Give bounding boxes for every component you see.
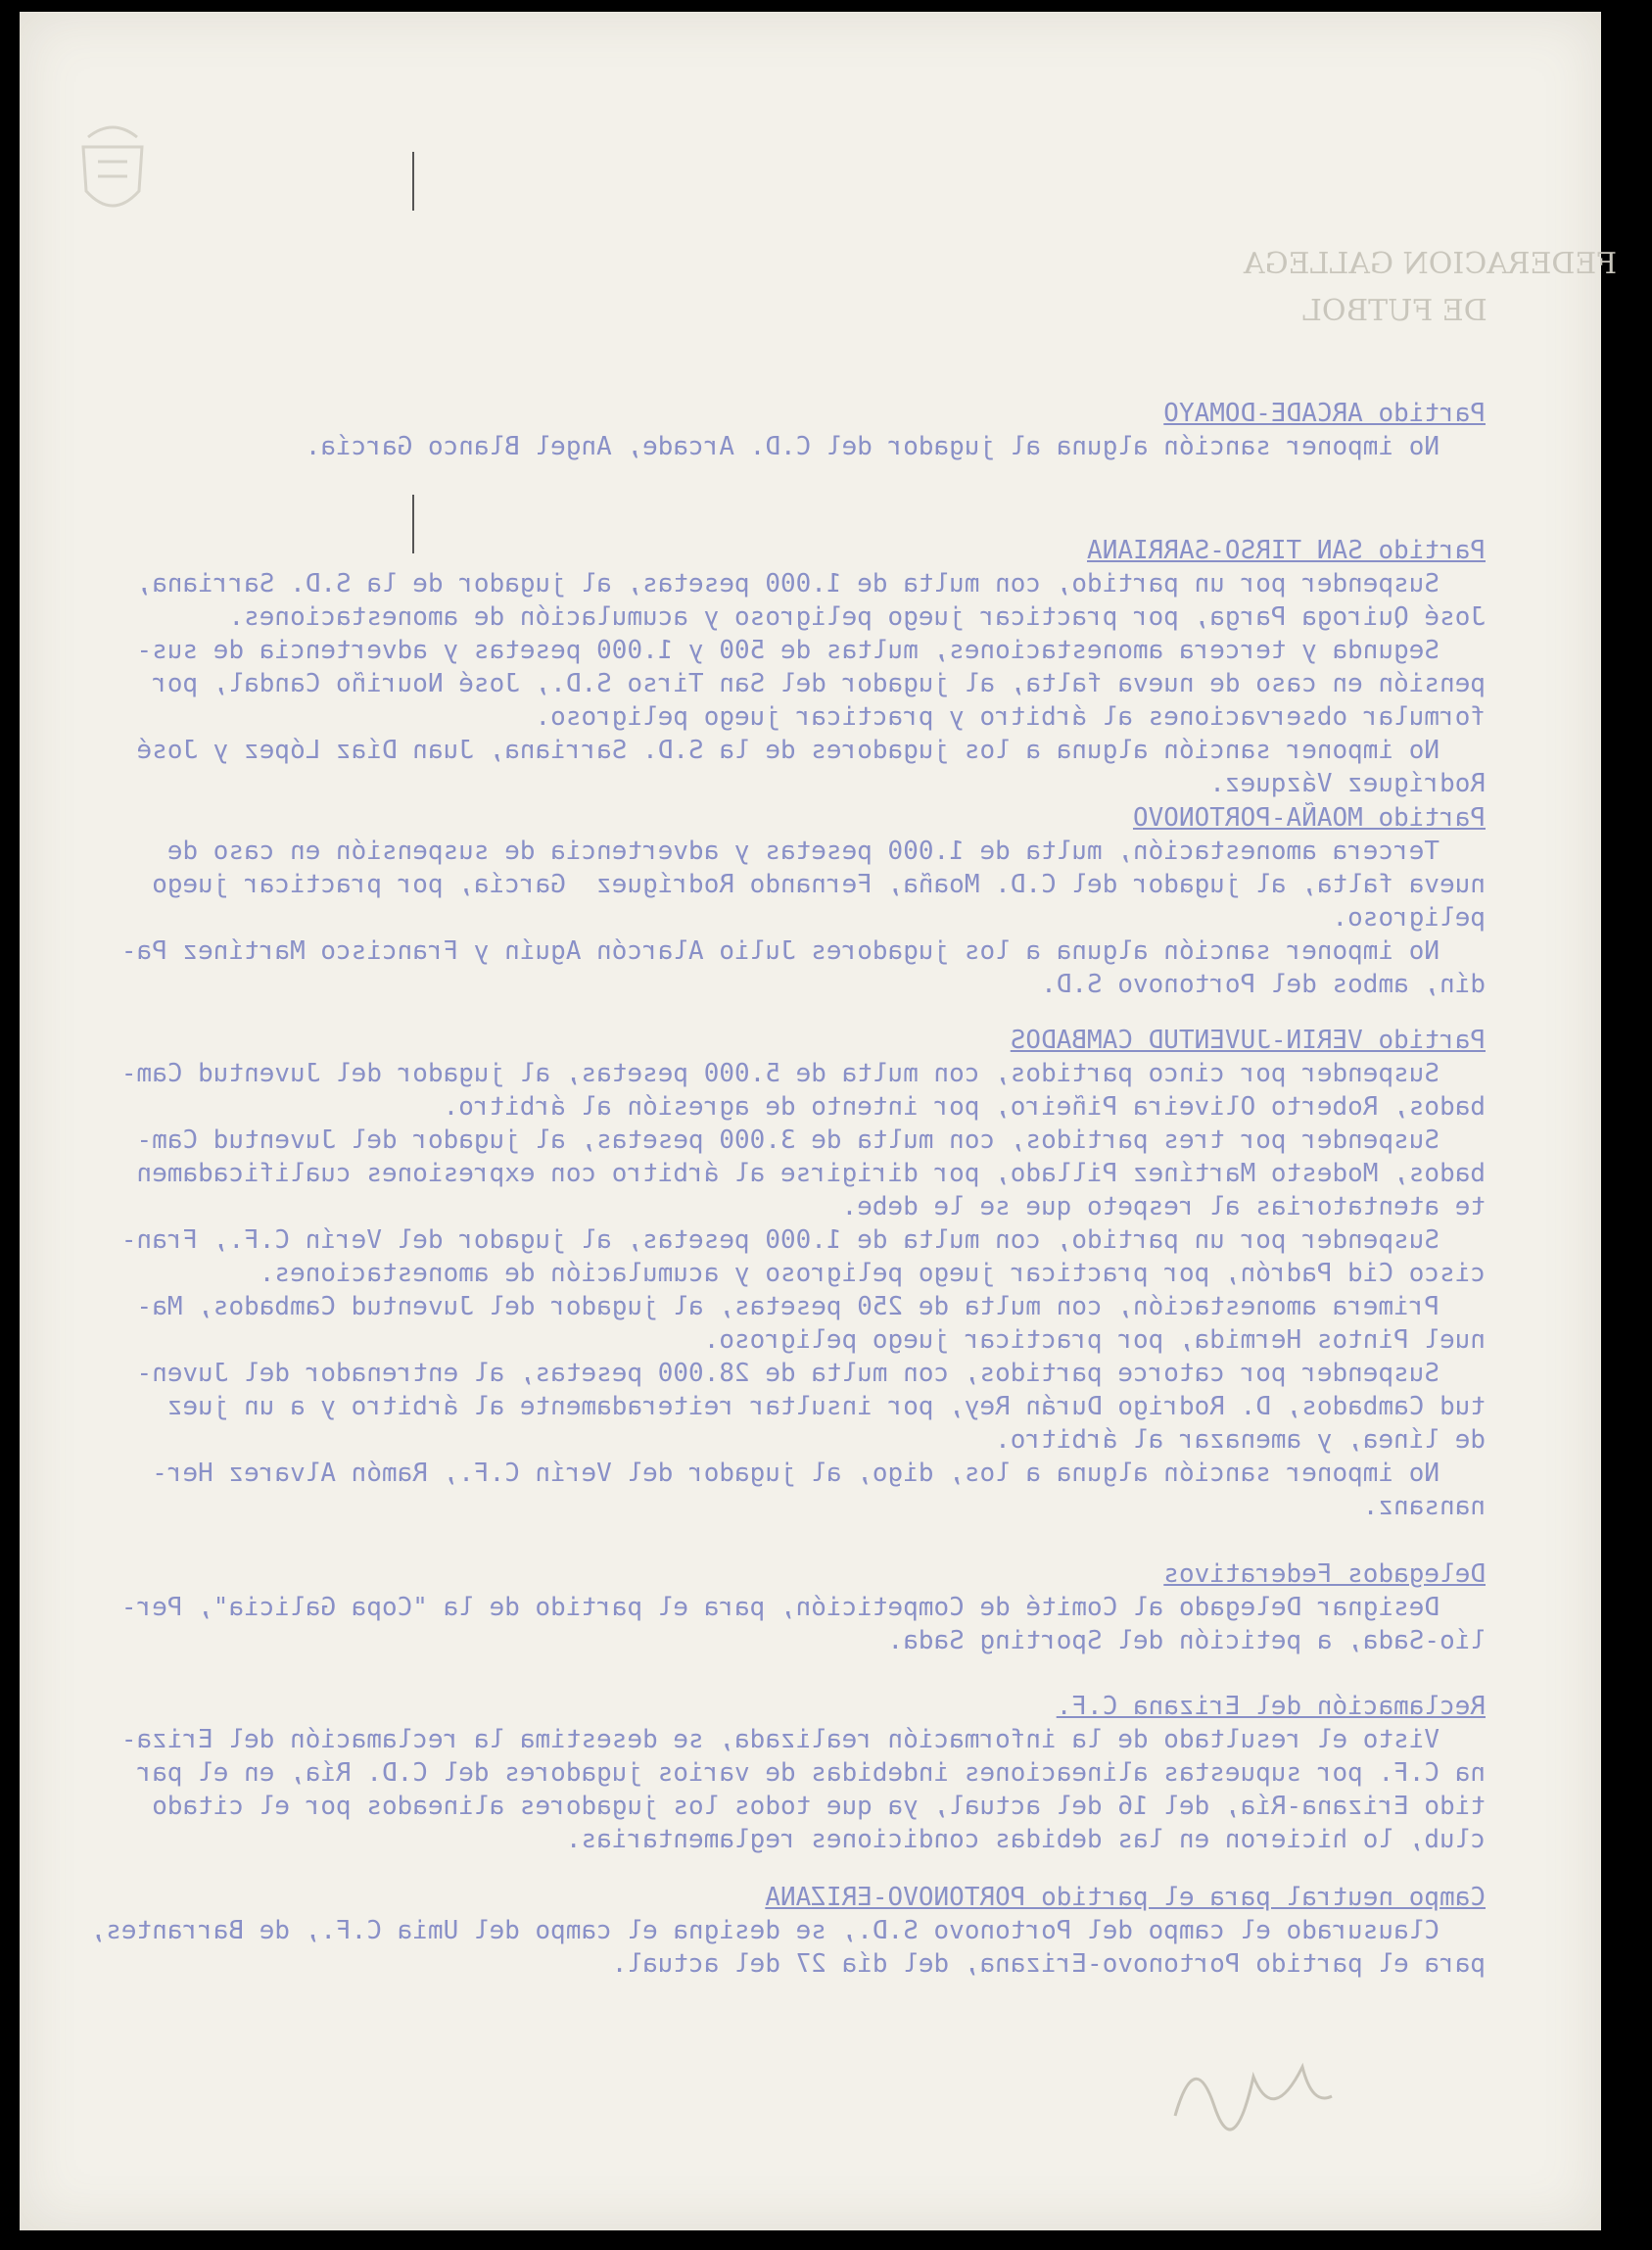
text-line: pensión en caso de nueva falta, al jugador del San Tirso S.D., José Nouriño Candal, por [152, 669, 1486, 698]
section-heading: Partido VERIN-JUVENTUD CAMBADOS [1010, 1026, 1486, 1055]
section-delegados-federativos [56, 1557, 1486, 1657]
text-line: nansanz. [1362, 1492, 1486, 1521]
text-line: club, lo hicieron en las debidas condiciones reglamentarias. [565, 1825, 1486, 1854]
text-line: Suspender por cinco partidos, con multa de 5.000 pesetas, al jugador del Juventud Cam- [120, 1059, 1486, 1088]
text-line: Suspender por catorce partidos, con multa de 28.000 pesetas, al entrenador del Juven- [136, 1359, 1486, 1388]
text-line: peligroso. [1332, 903, 1486, 933]
section-heading: Partido ARCADE-DOMAYO [1163, 399, 1486, 428]
text-line: lío-Sada, a petición del Sporting Sada. [887, 1626, 1486, 1655]
text-line: cisco Cid Padrón, por practicar juego peligroso y acumulación de amonestaciones. [259, 1259, 1486, 1288]
text-line: nueva falta, al jugador del C.D. Moaña, Fernando Rodríguez García, por practicar juego [152, 870, 1486, 899]
text-line: tido Erizana-Ría, del 16 del actual, ya que todos los jugadores alineados por el citado [152, 1792, 1486, 1821]
text-line: No imponer sanción alguna a los jugadores Julio Alarcón Aguín y Francisco Martínez Pa- [120, 936, 1486, 966]
text-line: No imponer sanción alguna a los jugadores de la S.D. Sarriana, Juan Díaz López y José [136, 736, 1486, 765]
text-line: de línea, y amenazar al árbitro. [995, 1425, 1486, 1455]
section-verin-juventud-cambados [56, 1024, 1486, 1523]
text-line: tud Cambados, D. Rodrigo Durán Rey, por insultar reiteradamente al árbitro y a un juez [166, 1392, 1486, 1421]
text-line: José Quiroga Parga, por practicar juego peligroso y acumulación de amonestaciones. [228, 602, 1486, 632]
text-line: Rodríguez Vázquez. [1209, 769, 1486, 798]
section-san-tirso-sarriana [56, 534, 1486, 800]
text-line: Tercera amonestación, multa de 1.000 pesetas y advertencia de suspensión en caso de [166, 837, 1486, 866]
section-arcade-domayo [56, 397, 1486, 463]
text-line: na C.F. por supuestas alineaciones indebidas de varios jugadores del C.D. Ría, en el par [136, 1758, 1486, 1788]
section-heading: Partido SAN TIRSO-SARRIANA [1087, 536, 1486, 565]
text-line: bados, Roberto Oliveira Piñeiro, por intento de agresión al árbitro. [443, 1092, 1486, 1122]
text-line: Designar Delegado al Comité de Competición, para el partido de la "Copa Galicia", Per- [120, 1593, 1486, 1622]
text-line: bados, Modesto Martínez Pillado, por dirigirse al árbitro con expresiones cualificadamen [136, 1159, 1486, 1188]
section-heading: Reclamación del Erizana C.F. [1056, 1692, 1486, 1721]
section-heading: Campo neutral para el partido PORTONOVO-ERIZANA [765, 1883, 1486, 1912]
section-heading: Delegados Federativos [1163, 1559, 1486, 1589]
section-heading: Partido MOAÑA-PORTONOVO [1132, 803, 1486, 833]
text-line: Primera amonestación, con multa de 250 pesetas, al jugador del Juventud Cambados, Ma- [136, 1292, 1486, 1321]
text-line: Suspender por un partido, con multa de 1.000 pesetas, al jugador de la S.D. Sarriana, [136, 569, 1486, 598]
section-moana-portonovo [56, 801, 1486, 1001]
text-line: No imponer sanción alguna a los, digo, al jugador del Verín C.F., Ramón Alvarez Her- [152, 1459, 1486, 1488]
text-line: Clausurado el campo del Portonovo S.D., se designa el campo del Umia C.F., de Barrantes, [90, 1916, 1486, 1945]
text-line: te atentatorias al respeto que se le debe. [841, 1192, 1486, 1221]
text-line: nuel Pintos Hermida, por practicar juego peligroso. [703, 1325, 1486, 1355]
text-line: Suspender por tres partidos, con multa de 3.000 pesetas, al jugador del Juventud Cam- [136, 1125, 1486, 1155]
text-line: Segunda y tercera amonestaciones, multas de 500 y 1.000 pesetas y advertencia de sus- [136, 636, 1486, 665]
section-campo-neutral [56, 1881, 1486, 1981]
text-line: Visto el resultado de la información realizada, se desestima la reclamación del Eriza- [120, 1725, 1486, 1754]
text-line: para el partido Portonovo-Erizana, del día 27 del actual. [611, 1949, 1486, 1979]
section-reclamacion-erizana [56, 1690, 1486, 1856]
text-line: Suspender por un partido, con multa de 1.000 pesetas, al jugador del Verín C.F., Fran- [120, 1225, 1486, 1255]
text-line: dín, ambos del Portonovo S.D. [1041, 970, 1486, 999]
letterhead-line-1: FEDERACION GALLEGA [1244, 247, 1618, 281]
letterhead-line-2: DE FUTBOL [1302, 294, 1487, 328]
text-line: formular observaciones al árbitro y practicar juego peligroso. [535, 702, 1486, 732]
text-line: No imponer sanción alguna al jugador del C.D. Arcade, Angel Blanco García. [305, 432, 1486, 461]
